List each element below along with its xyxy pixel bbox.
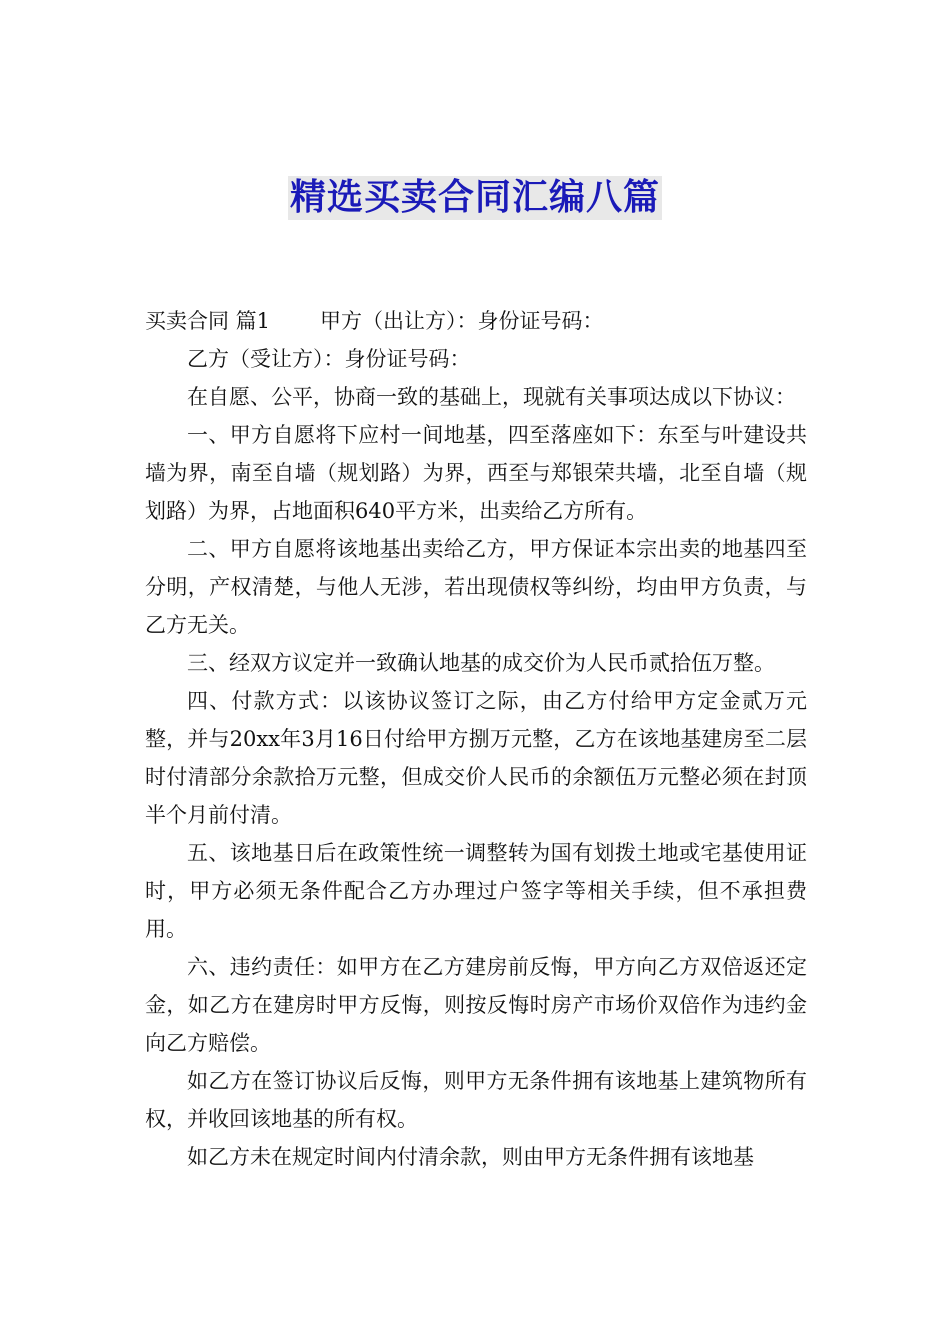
party-b-line: 乙方（受让方）：身份证号码： [187,347,471,371]
document-body [145,302,807,1176]
clause-2: 二、甲方自愿将该地基出卖给乙方，甲方保证本宗出卖的地基四至分明，产权清楚，与他人无涉，若出现债权等纠纷，均由甲方负责，与乙方无关。 [145,537,807,637]
clause-5: 五、该地基日后在政策性统一调整转为国有划拨土地或宅基使用证时，甲方必须无条件配合乙方办理过户签字等相关手续，但不承担费用。 [145,841,807,941]
clause-1: 一、甲方自愿将下应村一间地基，四至落座如下：东至与叶建设共墙为界，南至自墙（规划路）为界，西至与郑银荣共墙，北至自墙（规划路）为界，占地面积640平方米，出卖给乙方所有。 [145,423,807,523]
paragraph-first [145,302,807,340]
party-a-line: 甲方（出让方）：身份证号码： [320,309,604,333]
title-container [0,176,950,220]
paragraph-preamble: 在自愿、公平，协商一致的基础上，现就有关事项达成以下协议： [187,385,796,409]
clause-4: 四、付款方式：以该协议签订之际，由乙方付给甲方定金贰万元整，并与20xx年3月16日付给甲方捌万元整，乙方在该地基建房至二层时付清部分余款拾万元整，但成交价人民币的余额伍万元整必须在封顶半个月前付清。 [145,689,807,827]
clause-6-sub-1: 如乙方在签订协议后反悔，则甲方无条件拥有该地基上建筑物所有权，并收回该地基的所有权。 [145,1069,807,1131]
section-label: 买卖合同 篇1 [145,309,271,333]
clause-6-sub-2: 如乙方未在规定时间内付清余款，则由甲方无条件拥有该地基 [187,1145,754,1169]
document-title: 精选买卖合同汇编八篇 [289,177,660,218]
clause-3: 三、经双方议定并一致确认地基的成交价为人民币贰拾伍万整。 [187,651,775,675]
clause-6: 六、违约责任：如甲方在乙方建房前反悔，甲方向乙方双倍返还定金，如乙方在建房时甲方反悔，则按反悔时房产市场价双倍作为违约金向乙方赔偿。 [145,955,807,1055]
